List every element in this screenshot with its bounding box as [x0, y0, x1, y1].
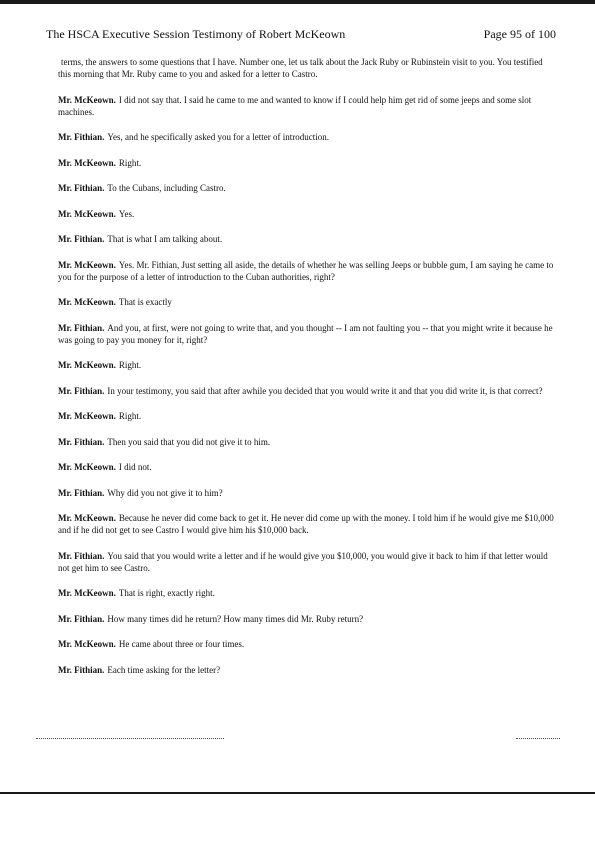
- speaker-label: Mr. Fithian.: [58, 550, 105, 561]
- transcript-paragraph: [58, 436, 554, 448]
- document-title: The HSCA Executive Session Testimony of Robert McKeown: [46, 27, 346, 41]
- paragraph-text: Right.: [118, 157, 142, 168]
- paragraph-text: terms, the answers to some questions that I have. Number one, let us talk about the Jack Ruby or Rubinstein visit to you. You testified this morning that Mr. Ruby came to you and asked for a letter to Castro.: [58, 57, 543, 79]
- speaker-label: Mr. McKeown.: [58, 208, 116, 219]
- paragraph-text: Each time asking for the letter?: [107, 664, 221, 675]
- transcript-paragraph: [58, 550, 554, 574]
- paragraph-text: That is right, exactly right.: [118, 588, 215, 598]
- transcript-paragraph: [58, 587, 554, 599]
- transcript-paragraph: [58, 410, 554, 422]
- paragraph-text: Then you said that you did not give it to him.: [107, 436, 271, 447]
- transcript-paragraph: [58, 613, 554, 625]
- speaker-label: Mr. McKeown.: [58, 513, 116, 523]
- speaker-label: Mr. Fithian.: [58, 436, 105, 447]
- paragraph-text: Yes, and he specifically asked you for a letter of introduction.: [107, 132, 329, 142]
- transcript-paragraph: [58, 233, 554, 245]
- paragraph-text: Right.: [118, 411, 142, 421]
- speaker-label: Mr. McKeown.: [58, 639, 116, 649]
- paragraph-text: Right.: [118, 360, 142, 370]
- transcript-paragraph: [58, 385, 554, 397]
- speaker-label: Mr. McKeown.: [58, 297, 116, 307]
- transcript-paragraph: [58, 664, 554, 676]
- transcript-paragraph: [58, 512, 554, 536]
- paragraph-text: That is what I am talking about.: [107, 234, 223, 244]
- speaker-label: Mr. McKeown.: [58, 259, 116, 270]
- paragraph-text: Because he never did come back to get it. He never did come up with the money. I told him if he would give me $10,000 and if he did not get to see Castro I would give him his $10,000 back.: [58, 513, 554, 535]
- speaker-label: Mr. Fithian.: [58, 664, 105, 675]
- page-header: [46, 27, 556, 43]
- speaker-label: Mr. McKeown.: [58, 588, 116, 598]
- speaker-label: Mr. McKeown.: [58, 94, 116, 105]
- paragraph-text: I did not.: [118, 462, 152, 472]
- paragraph-text: I did not say that. I said he came to me and wanted to know if I could help him get rid of some jeeps and some slot machines.: [58, 94, 532, 117]
- transcript-paragraph: [58, 322, 554, 346]
- transcript-paragraph: [58, 94, 554, 118]
- speaker-label: Mr. Fithian.: [58, 234, 105, 244]
- transcript-paragraph: [58, 296, 554, 308]
- paragraph-text: In your testimony, you said that after awhile you decided that you would write it and that you did write it, is that correct?: [107, 385, 543, 396]
- transcript-paragraph: [58, 259, 554, 283]
- transcript-body: [58, 56, 554, 689]
- speaker-label: Mr. Fithian.: [58, 322, 105, 333]
- paragraph-text: You said that you would write a letter and if he would give you $10,000, you would give it back to him if that letter would not get him to see Castro.: [58, 550, 548, 573]
- speaker-label: Mr. Fithian.: [58, 183, 105, 193]
- transcript-paragraph: [58, 182, 554, 194]
- transcript-paragraph: [58, 208, 554, 220]
- bottom-border-rule: [0, 792, 595, 794]
- speaker-label: Mr. McKeown.: [58, 157, 116, 168]
- speaker-label: Mr. Fithian.: [58, 613, 105, 624]
- speaker-label: Mr. Fithian.: [58, 132, 105, 142]
- paragraph-text: He came about three or four times.: [118, 639, 245, 649]
- transcript-paragraph: [58, 359, 554, 371]
- transcript-paragraph: [58, 461, 554, 473]
- transcript-paragraph: [58, 56, 554, 80]
- paragraph-text: That is exactly: [118, 297, 172, 307]
- transcript-paragraph: [58, 638, 554, 650]
- speaker-label: Mr. Fithian.: [58, 385, 105, 396]
- scan-artifact-line: [36, 738, 224, 740]
- paragraph-text: And you, at first, were not going to write that, and you thought -- I am not faulting you -- that you might write it because he was going to pay you money for it, right?: [58, 322, 553, 345]
- speaker-label: Mr. McKeown.: [58, 411, 116, 421]
- paragraph-text: Yes.: [118, 208, 135, 219]
- paragraph-text: Yes. Mr. Fithian, Just setting all aside, the details of whether he was selling Jeeps or bubble gum, I am saying he came to you for the purpose of a letter of introduction to the Cuban authorities, right?: [58, 259, 554, 282]
- paragraph-text: How many times did he return? How many times did Mr. Ruby return?: [107, 613, 364, 624]
- speaker-label: Mr. McKeown.: [58, 462, 116, 472]
- transcript-paragraph: [58, 157, 554, 169]
- scan-artifact-line: [516, 738, 560, 740]
- transcript-paragraph: [58, 487, 554, 499]
- paragraph-text: Why did you not give it to him?: [107, 487, 223, 498]
- transcript-paragraph: [58, 131, 554, 143]
- speaker-label: Mr. McKeown.: [58, 360, 116, 370]
- paragraph-text: To the Cubans, including Castro.: [107, 183, 226, 193]
- speaker-label: Mr. Fithian.: [58, 487, 105, 498]
- top-border-rule: [0, 0, 595, 4]
- page-number: Page 95 of 100: [483, 27, 556, 41]
